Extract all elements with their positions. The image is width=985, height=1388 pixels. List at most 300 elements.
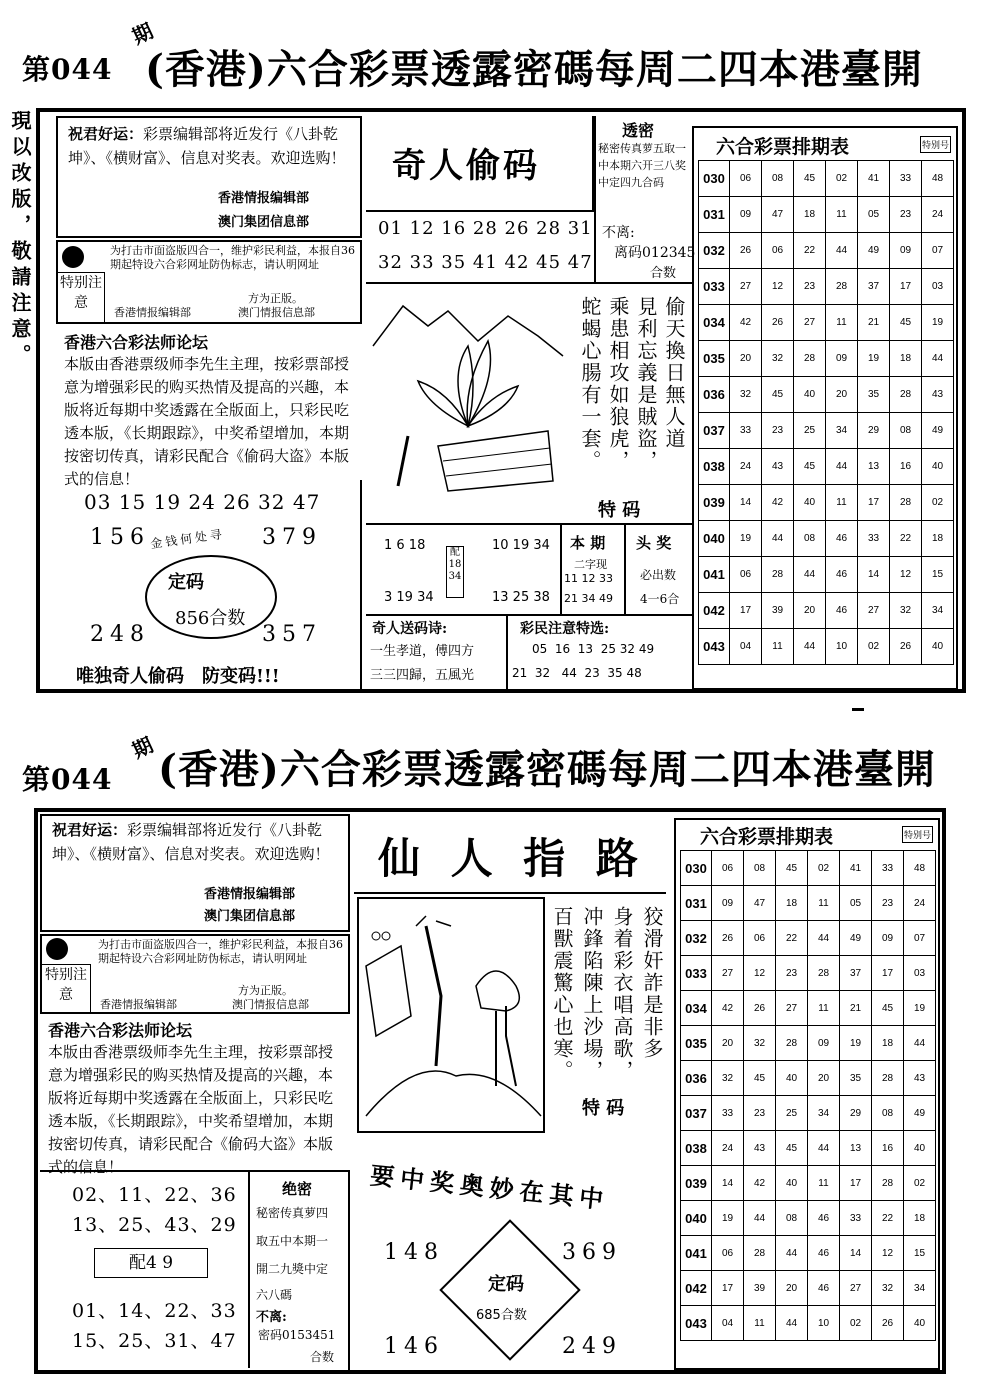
top-songma-vline xyxy=(506,614,508,690)
top-poem xyxy=(570,290,688,520)
schedule-cell: 24 xyxy=(730,449,762,485)
schedule-cell: 26 xyxy=(762,305,794,341)
bottom-nums-vline xyxy=(248,1172,250,1368)
schedule-cell: 35 xyxy=(840,1061,872,1096)
schedule-cell: 17 xyxy=(840,1166,872,1201)
schedule-row xyxy=(699,521,954,557)
schedule-cell: 06 xyxy=(730,557,762,593)
side-note: 現以改版，敬請注意。 xyxy=(8,110,32,370)
schedule-cell: 28 xyxy=(872,1061,904,1096)
top-songma-title: 奇人送码诗: xyxy=(372,621,448,637)
schedule-cell: 44 xyxy=(922,341,954,377)
schedule-cell: 45 xyxy=(794,449,826,485)
schedule-row xyxy=(699,485,954,521)
schedule-row xyxy=(681,956,936,991)
schedule-cell: 28 xyxy=(890,485,922,521)
schedule-cell: 37 xyxy=(840,956,872,991)
schedule-cell: 32 xyxy=(712,1061,744,1096)
special-sign2-bottom: 澳门情报信息部 xyxy=(232,998,309,1011)
schedule-cell: 23 xyxy=(794,269,826,305)
bottom-left-top-num: 148 xyxy=(384,1240,444,1265)
schedule-cell: 40 xyxy=(922,629,954,665)
schedule-cell: 34 xyxy=(904,1271,936,1306)
bottom-left-bot-num: 146 xyxy=(384,1334,444,1359)
schedule-cell: 19 xyxy=(840,1026,872,1061)
schedule-cell: 20 xyxy=(826,377,858,413)
special-text2: 方为正版。 xyxy=(248,292,303,305)
schedule-cell: 11 xyxy=(762,629,794,665)
schedule-cell: 40 xyxy=(904,1306,936,1341)
schedule-cell: 22 xyxy=(872,1201,904,1236)
plant-mountain-illustration xyxy=(368,286,568,516)
schedule-cell: 34 xyxy=(808,1096,840,1131)
top-pei-right1: 10 19 34 xyxy=(492,538,550,553)
top-pei-left2: 3 19 34 xyxy=(384,590,434,605)
schedule-row xyxy=(699,413,954,449)
schedule-cell: 44 xyxy=(762,521,794,557)
schedule-row xyxy=(681,1096,936,1131)
schedule-cell: 45 xyxy=(872,991,904,1026)
schedule-row xyxy=(699,269,954,305)
bottom-arc-text: 要中奖奥妙在其中 xyxy=(368,1160,611,1215)
schedule-row xyxy=(681,1026,936,1061)
schedule-cell: 32 xyxy=(730,377,762,413)
schedule-row xyxy=(681,1131,936,1166)
schedule-cell: 42 xyxy=(744,1166,776,1201)
schedule-cell: 02 xyxy=(904,1166,936,1201)
schedule-period: 034 xyxy=(699,305,730,341)
schedule-cell: 43 xyxy=(904,1061,936,1096)
top-pei-mid: 配 18 34 xyxy=(446,546,464,598)
top-secret-title: 透密 xyxy=(622,121,655,140)
schedule-cell: 44 xyxy=(794,629,826,665)
schedule-period: 040 xyxy=(699,521,730,557)
bottom-dingma-label: 定码 xyxy=(488,1274,524,1295)
schedule-period: 035 xyxy=(681,1026,712,1061)
schedule-cell: 19 xyxy=(904,991,936,1026)
top-center-nums1: 01 12 16 28 26 28 31 xyxy=(378,218,593,239)
schedule-cell: 27 xyxy=(840,1271,872,1306)
notice-sign2: 澳门集团信息部 xyxy=(218,215,310,230)
schedule-cell: 27 xyxy=(730,269,762,305)
bottom-tema-label: 特 码 xyxy=(582,1098,625,1119)
top-secret-text: 秘密传真萝五取一中本期六开三八奖中定四九合码 xyxy=(598,142,686,189)
schedule-cell: 07 xyxy=(904,921,936,956)
schedule-period: 040 xyxy=(681,1201,712,1236)
bottom-poem-line-1: 狡滑奸詐是非多 xyxy=(640,906,664,1060)
schedule-row xyxy=(699,233,954,269)
forum-text: 本版由香港票级师李先生主理，按彩票部授意为增强彩民的购买热情及提高的兴趣，本版将近每期中奖透露在全版面上，只彩民吃透本版，《长期跟踪》，中奖希望增加，本期按密切传真，请彩民配合《偷码大盗》本版式的信息！ xyxy=(64,355,350,488)
schedule-cell: 17 xyxy=(730,593,762,629)
schedule-cell: 23 xyxy=(762,413,794,449)
schedule-cell: 33 xyxy=(712,1096,744,1131)
schedule-cell: 18 xyxy=(794,197,826,233)
schedule-cell: 46 xyxy=(826,593,858,629)
dash-mark xyxy=(852,708,864,711)
schedule-cell: 02 xyxy=(858,629,890,665)
schedule-cell: 12 xyxy=(744,956,776,991)
schedule-cell: 19 xyxy=(712,1201,744,1236)
schedule-cell: 21 xyxy=(840,991,872,1026)
schedule-cell: 11 xyxy=(808,886,840,921)
schedule-cell: 44 xyxy=(776,1306,808,1341)
top-pei-divider xyxy=(366,523,692,525)
schedule-row xyxy=(681,1271,936,1306)
bottom-buli-label: 不离: xyxy=(256,1310,287,1325)
schedule-cell: 39 xyxy=(744,1271,776,1306)
schedule-cell: 24 xyxy=(922,197,954,233)
schedule-cell: 44 xyxy=(744,1201,776,1236)
top-tema-label: 特 码 xyxy=(598,500,641,521)
schedule-cell: 46 xyxy=(808,1201,840,1236)
schedule-cell: 28 xyxy=(872,1166,904,1201)
schedule-row xyxy=(681,1236,936,1271)
schedule-period: 043 xyxy=(681,1306,712,1341)
schedule-cell: 02 xyxy=(840,1306,872,1341)
bottom-nums4: 15、25、31、47 xyxy=(72,1330,237,1352)
bottom-secret-l4: 六八碼 xyxy=(256,1288,293,1302)
schedule-cell: 27 xyxy=(794,305,826,341)
top-poem-line-3: 乘患相攻如狼虎， xyxy=(606,296,630,472)
schedule-cell: 08 xyxy=(744,851,776,886)
schedule-cell: 44 xyxy=(776,1236,808,1271)
schedule-cell: 23 xyxy=(776,956,808,991)
schedule-period: 037 xyxy=(699,413,730,449)
top-benqi-label: 本 期 xyxy=(570,534,606,552)
schedule-cell: 08 xyxy=(872,1096,904,1131)
schedule-cell: 45 xyxy=(776,851,808,886)
page-title: (香港)六合彩票透露密碼每周二四本港臺開 xyxy=(145,46,923,93)
top-center-divider xyxy=(366,282,692,284)
special-text: 为打击市面盗版四合一，维护彩民利益，本报自36期起特设六合彩网址防伪标志，请认明网址 xyxy=(110,244,355,271)
schedule-cell: 02 xyxy=(808,851,840,886)
schedule-cell: 49 xyxy=(858,233,890,269)
bottom-pei-box: 配4 9 xyxy=(94,1248,208,1278)
schedule-cell: 26 xyxy=(730,233,762,269)
schedule-cell: 22 xyxy=(776,921,808,956)
schedule-cell: 19 xyxy=(858,341,890,377)
schedule-cell: 10 xyxy=(826,629,858,665)
special-sign1-bottom: 香港情报编辑部 xyxy=(100,998,177,1011)
schedule-cell: 45 xyxy=(744,1061,776,1096)
schedule-period: 036 xyxy=(699,377,730,413)
schedule-cell: 04 xyxy=(730,629,762,665)
schedule-cell: 04 xyxy=(712,1306,744,1341)
schedule-row xyxy=(699,305,954,341)
schedule-cell: 03 xyxy=(922,269,954,305)
bottom-secret-title: 绝密 xyxy=(282,1180,313,1198)
schedule-cell: 28 xyxy=(776,1026,808,1061)
issue-number-bottom: 第044 xyxy=(22,763,113,796)
special-box-bottom xyxy=(40,934,350,1014)
schedule-cell: 08 xyxy=(776,1201,808,1236)
schedule-cell: 06 xyxy=(712,851,744,886)
schedule-cell: 28 xyxy=(890,377,922,413)
top-benqi-n2: 21 34 49 xyxy=(564,592,613,605)
schedule-cell: 39 xyxy=(762,593,794,629)
schedule-cell: 06 xyxy=(762,233,794,269)
schedule-cell: 18 xyxy=(922,521,954,557)
schedule-cell: 07 xyxy=(922,233,954,269)
schedule-cell: 44 xyxy=(826,449,858,485)
schedule-cell: 17 xyxy=(712,1271,744,1306)
schedule-row xyxy=(699,341,954,377)
schedule-period: 033 xyxy=(699,269,730,305)
schedule-cell: 33 xyxy=(730,413,762,449)
top-buli-value: 离码012345 xyxy=(614,245,696,261)
special-sign1: 香港情报编辑部 xyxy=(114,306,191,319)
bottom-nums3: 01、14、22、33 xyxy=(72,1300,237,1322)
schedule-row xyxy=(681,921,936,956)
schedule-cell: 14 xyxy=(730,485,762,521)
schedule-row xyxy=(699,377,954,413)
special-text-bottom: 为打击市面盗版四合一，维护彩民利益，本报自36期起特设六合彩网址防伪标志，请认明网址 xyxy=(98,938,343,965)
schedule-cell: 42 xyxy=(712,991,744,1026)
schedule-cell: 34 xyxy=(826,413,858,449)
schedule-cell: 35 xyxy=(858,377,890,413)
bottom-secret-l3: 開二九獎中定 xyxy=(256,1262,329,1276)
top-pei-left1: 1 6 18 xyxy=(384,538,426,553)
schedule-cell: 41 xyxy=(858,161,890,197)
bottom-poem-line-2: 身着彩衣唱高歌， xyxy=(610,906,634,1082)
top-songma-line2: 三三四歸，五風光 xyxy=(370,668,475,683)
schedule-cell: 12 xyxy=(872,1236,904,1271)
schedule-cell: 02 xyxy=(826,161,858,197)
schedule-period: 042 xyxy=(681,1271,712,1306)
top-pei-right2: 13 25 38 xyxy=(492,590,550,605)
notice-box xyxy=(56,116,362,238)
schedule-cell: 09 xyxy=(730,197,762,233)
top-bichu-value: 4一6合 xyxy=(640,592,680,606)
schedule-cell: 23 xyxy=(890,197,922,233)
schedule-row xyxy=(681,1306,936,1341)
schedule-cell: 32 xyxy=(890,593,922,629)
top-caimin-title: 彩民注意特选: xyxy=(520,621,610,637)
schedule-cell: 45 xyxy=(890,305,922,341)
schedule-cell: 23 xyxy=(744,1096,776,1131)
schedule-period: 043 xyxy=(699,629,730,665)
schedule-cell: 11 xyxy=(808,1166,840,1201)
schedule-cell: 08 xyxy=(762,161,794,197)
bottom-heshu: 合数 xyxy=(310,1350,335,1364)
schedule-cell: 21 xyxy=(858,305,890,341)
schedule-cell: 46 xyxy=(826,521,858,557)
schedule-period: 038 xyxy=(681,1131,712,1166)
schedule-cell: 12 xyxy=(890,557,922,593)
schedule-cell: 27 xyxy=(858,593,890,629)
schedule-cell: 26 xyxy=(744,991,776,1026)
bottom-schedule-title: 六合彩票排期表 xyxy=(700,826,834,848)
schedule-cell: 28 xyxy=(794,341,826,377)
schedule-row xyxy=(699,197,954,233)
bottom-schedule-table xyxy=(680,850,936,1341)
schedule-period: 042 xyxy=(699,593,730,629)
schedule-cell: 43 xyxy=(762,449,794,485)
schedule-cell: 09 xyxy=(826,341,858,377)
schedule-cell: 19 xyxy=(922,305,954,341)
schedule-cell: 42 xyxy=(730,305,762,341)
schedule-cell: 11 xyxy=(808,991,840,1026)
schedule-row xyxy=(681,1061,936,1096)
schedule-period: 037 xyxy=(681,1096,712,1131)
bottom-buli-value: 密码0153451 xyxy=(258,1328,336,1342)
bottom-right-top-num: 369 xyxy=(562,1240,622,1265)
forum-title: 香港六合彩法师论坛 xyxy=(64,333,209,352)
schedule-row xyxy=(681,1201,936,1236)
forum-title-bottom: 香港六合彩法师论坛 xyxy=(48,1021,193,1040)
schedule-cell: 27 xyxy=(776,991,808,1026)
schedule-cell: 08 xyxy=(890,413,922,449)
bottom-poem-line-4: 百獸震驚心也寒。 xyxy=(550,906,574,1082)
forum-block-bottom xyxy=(48,1018,344,1179)
schedule-period: 031 xyxy=(681,886,712,921)
schedule-cell: 47 xyxy=(744,886,776,921)
schedule-cell: 18 xyxy=(872,1026,904,1061)
schedule-cell: 26 xyxy=(890,629,922,665)
schedule-cell: 40 xyxy=(776,1061,808,1096)
schedule-cell: 48 xyxy=(904,851,936,886)
schedule-cell: 49 xyxy=(922,413,954,449)
bottom-title-divider xyxy=(354,892,666,894)
bottom-nums2: 13、25、43、29 xyxy=(72,1214,237,1236)
schedule-period: 036 xyxy=(681,1061,712,1096)
schedule-cell: 20 xyxy=(776,1271,808,1306)
forum-block xyxy=(64,330,359,491)
schedule-cell: 40 xyxy=(776,1166,808,1201)
schedule-cell: 06 xyxy=(730,161,762,197)
schedule-cell: 45 xyxy=(794,161,826,197)
schedule-cell: 09 xyxy=(808,1026,840,1061)
bomb-icon xyxy=(62,246,84,268)
bottom-secret-l2: 取五中本期一 xyxy=(256,1234,329,1248)
schedule-period: 034 xyxy=(681,991,712,1026)
schedule-cell: 28 xyxy=(762,557,794,593)
schedule-cell: 33 xyxy=(872,851,904,886)
schedule-cell: 13 xyxy=(858,449,890,485)
special-label: 特别注意 xyxy=(58,272,105,323)
schedule-cell: 15 xyxy=(904,1236,936,1271)
schedule-cell: 40 xyxy=(922,449,954,485)
schedule-cell: 29 xyxy=(858,413,890,449)
top-toujiang-label: 头 奖 xyxy=(636,534,672,552)
schedule-cell: 33 xyxy=(890,161,922,197)
top-caimin-line1: 05 16 13 25 32 49 xyxy=(532,642,655,656)
schedule-cell: 16 xyxy=(872,1131,904,1166)
schedule-period: 032 xyxy=(699,233,730,269)
schedule-cell: 27 xyxy=(712,956,744,991)
schedule-cell: 12 xyxy=(762,269,794,305)
schedule-cell: 40 xyxy=(794,377,826,413)
schedule-cell: 28 xyxy=(744,1236,776,1271)
bottom-poem xyxy=(548,896,666,1136)
schedule-cell: 49 xyxy=(904,1096,936,1131)
top-center-nums2: 32 33 35 41 42 45 47 xyxy=(378,252,593,273)
schedule-cell: 17 xyxy=(872,956,904,991)
schedule-cell: 17 xyxy=(858,485,890,521)
schedule-period: 041 xyxy=(699,557,730,593)
schedule-cell: 22 xyxy=(794,233,826,269)
schedule-row xyxy=(699,161,954,197)
bottom-right-bot-num: 249 xyxy=(562,1334,622,1359)
special-label-bottom: 特别注意 xyxy=(42,964,91,1013)
schedule-row xyxy=(681,851,936,886)
top-schedule-title: 六合彩票排期表 xyxy=(716,136,850,158)
notice-sign1-bottom: 香港情报编辑部 xyxy=(204,887,296,902)
schedule-cell: 28 xyxy=(826,269,858,305)
schedule-period: 030 xyxy=(699,161,730,197)
schedule-cell: 33 xyxy=(858,521,890,557)
schedule-cell: 33 xyxy=(840,1201,872,1236)
bottom-dingma-value: 685合数 xyxy=(476,1308,527,1323)
top-buli-label: 不离: xyxy=(602,225,635,241)
notice-text-bottom: 彩票编辑部将近发行《八卦乾坤》、《横财富》、信息对奖表。欢迎选购！ xyxy=(52,821,330,863)
schedule-cell: 11 xyxy=(744,1306,776,1341)
schedule-cell: 47 xyxy=(762,197,794,233)
notice-label-bottom: 祝君好运： xyxy=(52,821,128,839)
schedule-cell: 03 xyxy=(904,956,936,991)
schedule-cell: 09 xyxy=(890,233,922,269)
special-sign2: 澳门情报信息部 xyxy=(238,306,315,319)
schedule-cell: 23 xyxy=(872,886,904,921)
forum-text-bottom: 本版由香港票级师李先生主理，按彩票部授意为增强彩民的购买热情及提高的兴趣，本版将近每期中奖透露在全版面上，只彩民吃透本版，《长期跟踪》，中奖希望增加，本期按密切传真，请彩民配合《偷码大盗》本版式的信息！ xyxy=(48,1043,334,1176)
schedule-period: 038 xyxy=(699,449,730,485)
top-heshu: 合数 xyxy=(650,266,677,281)
top-left-top-num: 156 xyxy=(90,525,150,550)
schedule-row xyxy=(681,991,936,1026)
schedule-row xyxy=(681,1166,936,1201)
notice-label: 祝君好运： xyxy=(68,125,144,143)
schedule-period: 031 xyxy=(699,197,730,233)
schedule-cell: 24 xyxy=(712,1131,744,1166)
schedule-row xyxy=(699,629,954,665)
schedule-cell: 20 xyxy=(730,341,762,377)
schedule-cell: 02 xyxy=(922,485,954,521)
schedule-cell: 09 xyxy=(872,921,904,956)
schedule-cell: 09 xyxy=(712,886,744,921)
bottom-poem-line-3: 冲鋒陷陳上沙場， xyxy=(580,906,604,1082)
schedule-cell: 08 xyxy=(794,521,826,557)
issue-qi-mark-bottom: 期 xyxy=(128,732,157,763)
schedule-cell: 20 xyxy=(808,1061,840,1096)
schedule-cell: 28 xyxy=(808,956,840,991)
page-title-bottom: (香港)六合彩票透露密碼每周二四本港臺開 xyxy=(158,746,936,793)
schedule-cell: 32 xyxy=(872,1271,904,1306)
schedule-cell: 46 xyxy=(808,1271,840,1306)
schedule-cell: 05 xyxy=(840,886,872,921)
schedule-cell: 14 xyxy=(712,1166,744,1201)
schedule-period: 039 xyxy=(681,1166,712,1201)
schedule-cell: 22 xyxy=(890,521,922,557)
top-benqi-n1: 11 12 33 xyxy=(564,572,613,585)
schedule-cell: 15 xyxy=(922,557,954,593)
top-caimin-line2: 21 32 44 23 35 48 xyxy=(512,666,642,680)
top-schedule-table xyxy=(698,160,954,665)
schedule-cell: 29 xyxy=(840,1096,872,1131)
schedule-period: 039 xyxy=(699,485,730,521)
schedule-cell: 44 xyxy=(808,1131,840,1166)
schedule-cell: 34 xyxy=(922,593,954,629)
schedule-cell: 25 xyxy=(794,413,826,449)
top-poem-line-2: 見利忘義是賊盜， xyxy=(634,296,658,472)
bottom-schedule-tebie: 特别号 xyxy=(902,826,933,843)
schedule-cell: 14 xyxy=(840,1236,872,1271)
notice-box-bottom xyxy=(40,814,350,932)
top-left-bot-num: 248 xyxy=(90,622,150,647)
schedule-cell: 42 xyxy=(762,485,794,521)
schedule-cell: 45 xyxy=(776,1131,808,1166)
schedule-cell: 37 xyxy=(858,269,890,305)
schedule-cell: 32 xyxy=(762,341,794,377)
